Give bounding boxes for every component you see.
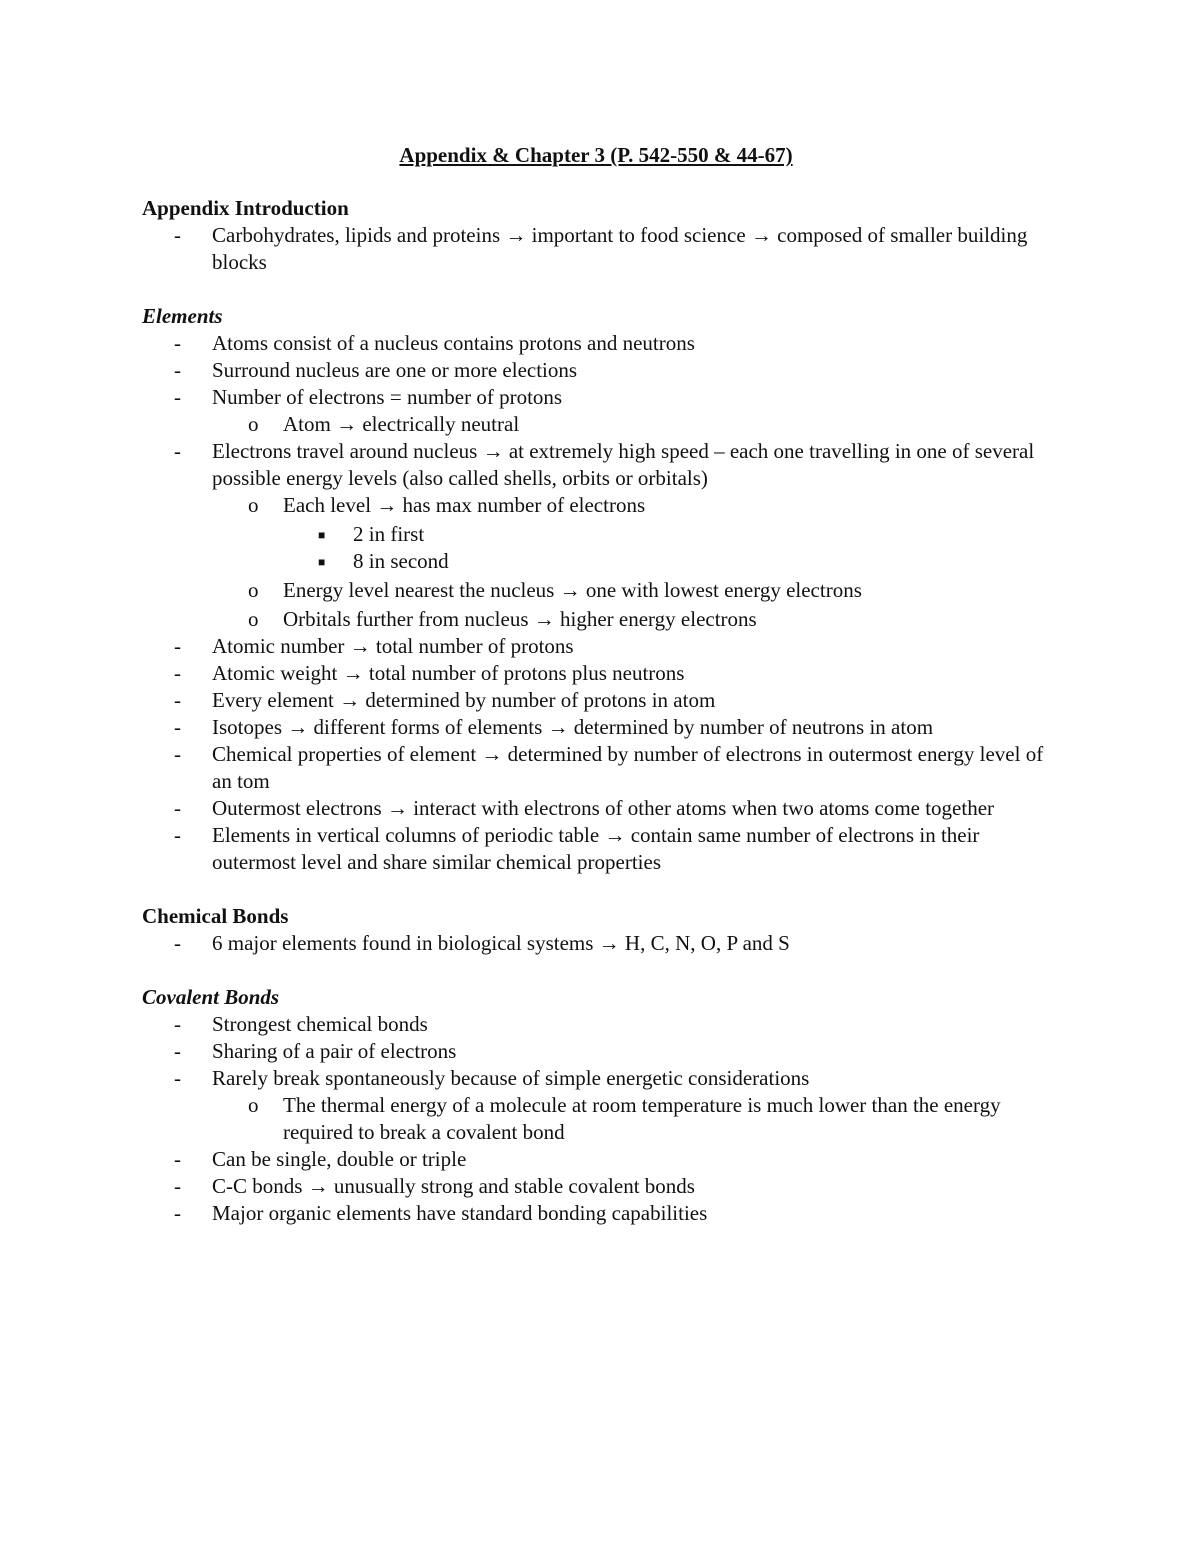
dash-bullet: - xyxy=(174,634,181,658)
list-item-text: Surround nucleus are one or more elections xyxy=(212,358,578,382)
list-item-text: Elements in vertical columns of periodic table → contain same number of electrons in their outermost level and share similar chemical properties xyxy=(212,823,980,874)
dash-bullet: - xyxy=(174,358,181,382)
list-item-text: Orbitals further from nucleus → higher energy electrons xyxy=(283,607,757,631)
list-item xyxy=(142,1011,1050,1038)
dash-bullet: - xyxy=(174,1039,181,1063)
list-item-text: Atoms consist of a nucleus contains protons and neutrons xyxy=(212,331,695,355)
dash-bullet: - xyxy=(174,1174,181,1198)
list-item-text: Rarely break spontaneously because of simple energetic considerations xyxy=(212,1066,810,1090)
list-item xyxy=(142,438,1050,492)
list-item xyxy=(142,330,1050,357)
list-item-text: 2 in first xyxy=(353,522,425,546)
section-heading: Appendix Introduction xyxy=(142,196,349,220)
sub-list-item xyxy=(142,577,1050,604)
sub-list-item xyxy=(142,1092,1050,1146)
section-chemical-bonds xyxy=(142,903,1050,957)
list-item-text: Number of electrons = number of protons xyxy=(212,385,563,409)
square-bullet: ■ xyxy=(318,528,326,542)
dash-bullet: - xyxy=(174,1147,181,1171)
list-item xyxy=(142,795,1050,822)
list-item xyxy=(142,1146,1050,1173)
section-elements xyxy=(142,303,1050,876)
list-item-text: Carbohydrates, lipids and proteins → important to food science → composed of smaller building blocks xyxy=(212,223,1028,274)
circle-bullet: o xyxy=(248,493,259,517)
list-item xyxy=(142,1038,1050,1065)
list-item-text: Chemical properties of element → determined by number of electrons in outermost energy level of an tom xyxy=(212,742,1044,793)
list-item-text: Can be single, double or triple xyxy=(212,1147,467,1171)
list-item-text: 6 major elements found in biological systems → H, C, N, O, P and S xyxy=(212,931,790,955)
dash-bullet: - xyxy=(174,385,181,409)
sub-sub-list-item xyxy=(142,548,1050,575)
list-item xyxy=(142,384,1050,411)
dash-bullet: - xyxy=(174,1012,181,1036)
list-item xyxy=(142,741,1050,795)
list-item-text: Major organic elements have standard bonding capabilities xyxy=(212,1201,708,1225)
sub-list-item xyxy=(142,492,1050,519)
list-item-text: The thermal energy of a molecule at room temperature is much lower than the energy required to break a covalent bond xyxy=(283,1093,1001,1144)
list-item xyxy=(142,1200,1050,1227)
sub-list-item xyxy=(142,411,1050,438)
circle-bullet: o xyxy=(248,412,259,436)
dash-bullet: - xyxy=(174,742,181,766)
dash-bullet: - xyxy=(174,1066,181,1090)
list-item-text: Sharing of a pair of electrons xyxy=(212,1039,457,1063)
document-title: Appendix & Chapter 3 (P. 542-550 & 44-67) xyxy=(399,143,793,167)
dash-bullet: - xyxy=(174,796,181,820)
list-item xyxy=(142,1173,1050,1200)
dash-bullet: - xyxy=(174,1201,181,1225)
section-heading: Elements xyxy=(142,304,223,328)
list-item xyxy=(142,1065,1050,1092)
list-item xyxy=(142,687,1050,714)
list-item xyxy=(142,822,1050,876)
list-item-text: Energy level nearest the nucleus → one with lowest energy electrons xyxy=(283,578,862,602)
dash-bullet: - xyxy=(174,688,181,712)
list-item-text: Each level → has max number of electrons xyxy=(283,493,646,517)
list-item-text: Atomic number → total number of protons xyxy=(212,634,574,658)
list-item xyxy=(142,357,1050,384)
dash-bullet: - xyxy=(174,931,181,955)
list-item-text: Atom → electrically neutral xyxy=(283,412,520,436)
list-item xyxy=(142,633,1050,660)
dash-bullet: - xyxy=(174,661,181,685)
list-item-text: Electrons travel around nucleus → at extremely high speed – each one travelling in one of several possible energy levels (also called shells, orbits or orbitals) xyxy=(212,439,1035,490)
list-item-text: Outermost electrons → interact with electrons of other atoms when two atoms come together xyxy=(212,796,995,820)
section-appendix-introduction xyxy=(142,195,1050,276)
circle-bullet: o xyxy=(248,1093,259,1117)
list-item-text: Atomic weight → total number of protons plus neutrons xyxy=(212,661,685,685)
list-item xyxy=(142,660,1050,687)
sub-list-item xyxy=(142,606,1050,633)
list-item-text: 8 in second xyxy=(353,549,449,573)
section-heading: Covalent Bonds xyxy=(142,985,280,1009)
dash-bullet: - xyxy=(174,439,181,463)
list-item xyxy=(142,930,1050,957)
dash-bullet: - xyxy=(174,331,181,355)
section-heading: Chemical Bonds xyxy=(142,904,289,928)
list-item xyxy=(142,714,1050,741)
circle-bullet: o xyxy=(248,578,259,602)
sub-sub-list-item xyxy=(142,521,1050,548)
list-item xyxy=(142,222,1050,276)
square-bullet: ■ xyxy=(318,555,326,569)
list-item-text: Strongest chemical bonds xyxy=(212,1012,428,1036)
dash-bullet: - xyxy=(174,823,181,847)
list-item-text: Isotopes → different forms of elements → determined by number of neutrons in atom xyxy=(212,715,934,739)
list-item-text: C-C bonds → unusually strong and stable covalent bonds xyxy=(212,1174,695,1198)
section-covalent-bonds xyxy=(142,984,1050,1227)
dash-bullet: - xyxy=(174,715,181,739)
dash-bullet: - xyxy=(174,223,181,247)
circle-bullet: o xyxy=(248,607,259,631)
list-item-text: Every element → determined by number of protons in atom xyxy=(212,688,716,712)
